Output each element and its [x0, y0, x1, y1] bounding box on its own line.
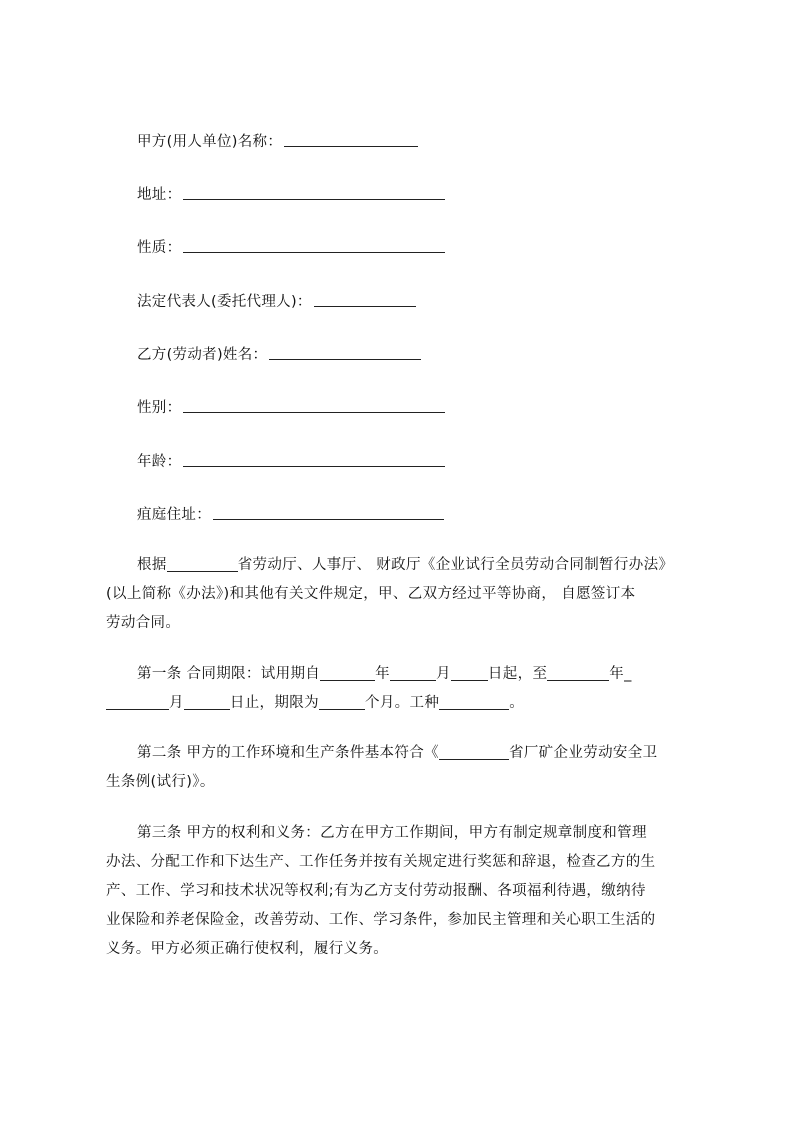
address-label: 地址：: [137, 187, 182, 203]
preamble-line-1: [106, 551, 702, 580]
regulation-province-blank[interactable]: [439, 744, 509, 760]
start-day-blank[interactable]: [451, 665, 488, 681]
age-label: 年龄：: [137, 454, 182, 470]
address-field: [137, 184, 445, 206]
article-3-line-4: 业保险和养老保险金，改善劳动、工作、学习条件，参加民主管理和关心职工生活的: [106, 912, 656, 928]
article-3-line-5: 义务。甲方必须正确行使权利，履行义务。: [106, 941, 389, 957]
article-1-text-e: 年_: [609, 666, 632, 682]
nature-blank[interactable]: [183, 237, 445, 253]
nature-label: 性质：: [137, 240, 182, 256]
preamble-text-a: 根据: [137, 557, 167, 573]
article-3-line-2: 办法、分配工作和下达生产、工作任务并按有关规定进行奖惩和辞退，检查乙方的生: [106, 854, 656, 870]
legal-representative-blank[interactable]: [314, 291, 416, 307]
article-1-text-a: 第一条 合同期限：试用期自: [137, 666, 321, 682]
article-1-paragraph: [106, 660, 702, 718]
article-2-line-2: 生条例(试行)》。: [106, 774, 215, 790]
preamble-paragraph: [106, 551, 702, 638]
job-type-blank[interactable]: [439, 694, 509, 710]
article-2-text-b: 省厂矿企业劳动安全卫: [508, 745, 658, 761]
preamble-line-2: (以上简称《办法》)和其他有关文件规定，甲、乙双方经过平等协商， 自愿签订本: [106, 586, 636, 602]
period-months-blank[interactable]: [319, 694, 365, 710]
employer-name-field: [137, 131, 418, 153]
article-1-text-d: 日起，至: [487, 666, 548, 682]
preamble-text-b: 省劳动厅、人事厅、 财政厅《企业试行全员劳动合同制暂行办法》: [237, 557, 674, 573]
article-1-text-i: 。: [509, 695, 525, 711]
article-1-text-c: 月: [436, 666, 451, 682]
employer-name-label: 甲方(用人单位)名称：: [137, 134, 283, 150]
preamble-line-3: 劳动合同。: [106, 615, 181, 631]
gender-label: 性别：: [137, 400, 182, 416]
start-year-blank[interactable]: [320, 665, 375, 681]
article-1-text-h: 个月。工种: [364, 695, 440, 711]
legal-representative-label: 法定代表人(委托代理人)：: [137, 294, 312, 310]
employer-name-blank[interactable]: [284, 131, 418, 147]
article-3-paragraph: [106, 819, 702, 964]
home-address-blank[interactable]: [213, 504, 444, 520]
age-field: [137, 451, 445, 473]
employee-name-blank[interactable]: [269, 344, 421, 360]
employee-name-field: [137, 344, 421, 366]
employee-name-label: 乙方(劳动者)姓名：: [137, 347, 268, 363]
start-month-blank[interactable]: [390, 665, 436, 681]
end-month-blank[interactable]: [106, 694, 169, 710]
province-blank[interactable]: [167, 556, 238, 572]
article-2-paragraph: [106, 739, 702, 797]
gender-field: [137, 397, 445, 419]
article-1-line-2: [106, 689, 702, 718]
article-1-text-f: 月: [169, 695, 184, 711]
nature-field: [137, 237, 445, 259]
article-2-text-a: 第二条 甲方的工作环境和生产条件基本符合《: [137, 745, 439, 761]
article-2-line-1: [106, 739, 702, 768]
end-year-blank[interactable]: [547, 665, 609, 681]
article-1-line-1: [106, 660, 702, 689]
article-3-line-3: 产、工作、学习和技术状况等权利;有为乙方支付劳动报酬、各项福利待遇，缴纳待: [106, 883, 646, 899]
end-day-blank[interactable]: [184, 694, 230, 710]
article-1-text-g: 日止，期限为: [229, 695, 319, 711]
article-1-text-b: 年: [375, 666, 391, 682]
home-address-label: 疽庭住址：: [137, 507, 211, 523]
article-3-line-1: [106, 819, 702, 848]
address-blank[interactable]: [183, 184, 445, 200]
gender-blank[interactable]: [183, 397, 445, 413]
legal-representative-field: [137, 291, 416, 313]
age-blank[interactable]: [183, 451, 445, 467]
home-address-field: [137, 504, 444, 526]
article-3-text-1: 第三条 甲方的权利和义务：乙方在甲方工作期间，甲方有制定规章制度和管理: [137, 825, 647, 841]
